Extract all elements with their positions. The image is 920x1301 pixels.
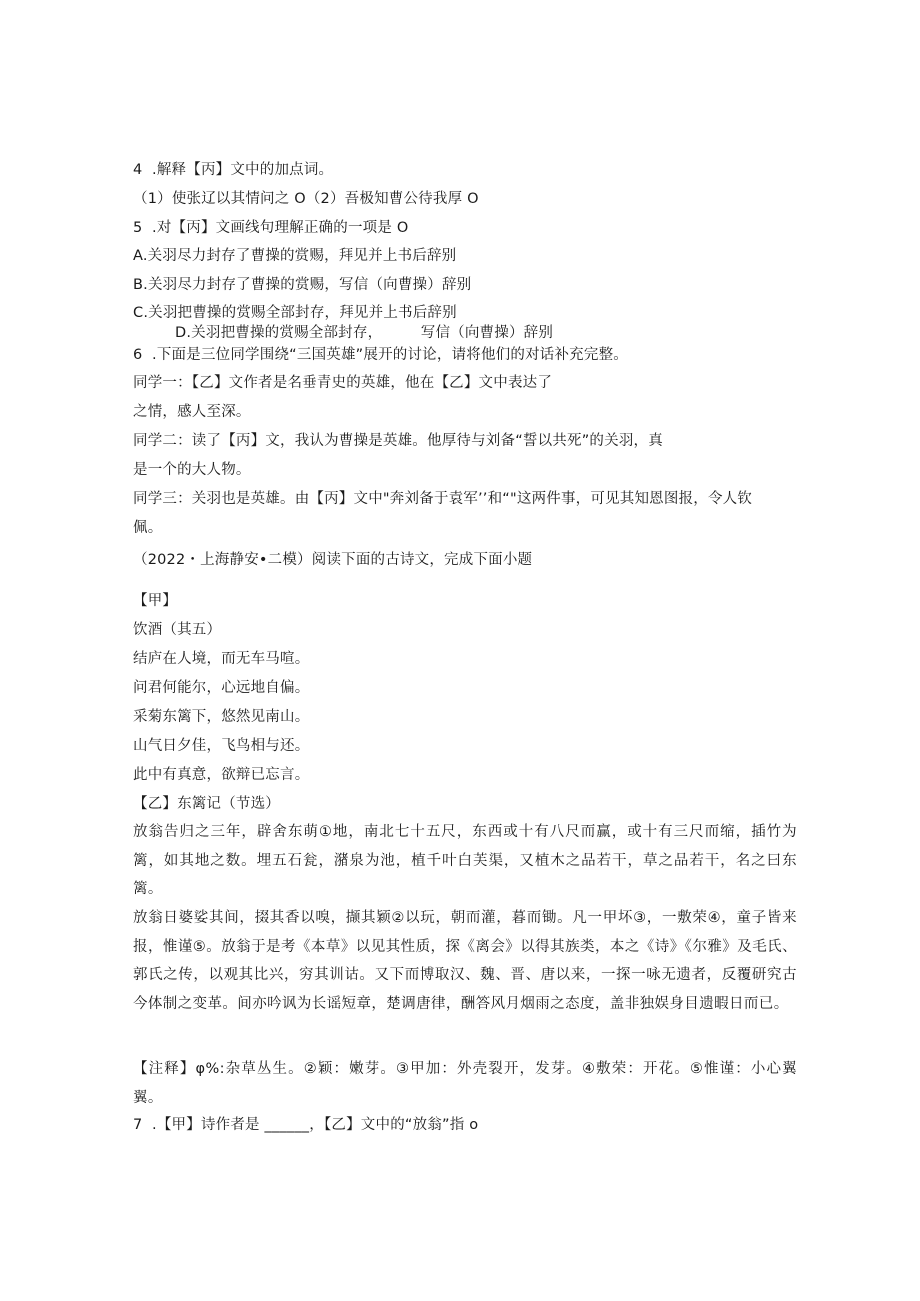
poem-title: 饮酒（其五） xyxy=(133,622,222,638)
student-3-line-1: 同学三：关羽也是英雄。由【丙】文中"奔刘备于袁军’’和“"这两件事，可见其知恩图报，令人钦 xyxy=(133,491,753,507)
section-yi-label: 【乙】东篱记（节选） xyxy=(133,796,280,812)
student-2-line-1: 同学二：读了【丙】文，我认为曹操是英雄。他厚待与刘备“誓以共死”的关羽，真 xyxy=(133,433,663,449)
option-b: B.关羽尽力封存了曹操的赏赐，写信（向曹操）辞别 xyxy=(133,277,472,293)
section-jia-label: 【甲】 xyxy=(133,593,178,609)
question-4-items: （1）使张辽以其情问之 O（2）吾极知曹公待我厚 O xyxy=(133,191,479,207)
question-6-title: 6 .下面是三位同学围绕“三国英雄”展开的讨论，请将他们的对话补充完整。 xyxy=(133,347,628,363)
question-4-title: 4 .解释【丙】文中的加点词。 xyxy=(133,162,334,178)
student-3-line-2: 佩。 xyxy=(133,520,163,536)
student-1-line-1: 同学一：【乙】文作者是名垂青史的英雄，他在【乙】文中表达了 xyxy=(133,375,553,391)
question-5-title: 5 .对【丙】文画线句理解正确的一项是 O xyxy=(133,220,409,236)
poem-line-1: 结庐在人境，而无车马喧。 xyxy=(133,651,310,667)
poem-line-2: 问君何能尔，心远地自偏。 xyxy=(133,680,310,696)
poem-line-5: 此中有真意，欲辩已忘言。 xyxy=(133,767,310,783)
option-c: C.关羽把曹操的赏赐全部封存，拜见并上书后辞别 xyxy=(133,305,457,321)
question-7: 7 .【甲】诗作者是 ______，【乙】文中的“放翁”指 o xyxy=(133,1117,479,1133)
student-2-line-2: 是一个的大人物。 xyxy=(133,462,251,478)
student-1-line-2: 之情，感人至深。 xyxy=(133,404,251,420)
poem-line-4: 山气日夕佳，飞鸟相与还。 xyxy=(133,738,310,754)
option-a: A.关羽尽力封存了曹操的赏赐，拜见并上书后辞别 xyxy=(133,248,457,264)
essay-paragraph-2: 放翁日婆娑其间，掇其香以嗅，撷其颖②以玩，朝而灌，暮而锄。凡一甲坏③，一敷荣④，童子皆来报，惟谨⑤。放翁于是考《本草》以见其性质，探《离会》以得其族类，本之《诗》《尔雅》及毛氏、郭氏之传，以观其比兴，穷其训诂。又下而博取汉、魏、晋、唐以来，一探一咏无遗者，反覆研究古今体制之变革。间亦吟讽为长谣短章，楚调唐律，酬答风月烟雨之态度，盖非独娱身目遗暇日而已。 xyxy=(133,910,797,1012)
poem-line-3: 采菊东篱下，悠然见南山。 xyxy=(133,709,310,725)
option-d: D.关羽把曹操的赏赐全部封存， 写信（向曹操）辞别 xyxy=(175,325,554,341)
essay-paragraph-1: 放翁告归之三年，辟舍东萌①地，南北七十五尺，东西或十有八尺而赢，或十有三尺而缩，插竹为篱，如其地之数。埋五石瓮，潴泉为池，植千叶白芙渠，又植木之品若干，草之品若干，名之曰东篱。 xyxy=(133,824,797,897)
source-line: （2022・上海静安•二模）阅读下面的古诗文，完成下面小题 xyxy=(133,552,533,568)
annotation-notes: 【注释】φ%:杂草丛生。②颖：嫩芽。③甲加：外壳裂开，发芽。④敷荣：开花。⑤惟谨：小心翼翼。 xyxy=(133,1061,797,1106)
